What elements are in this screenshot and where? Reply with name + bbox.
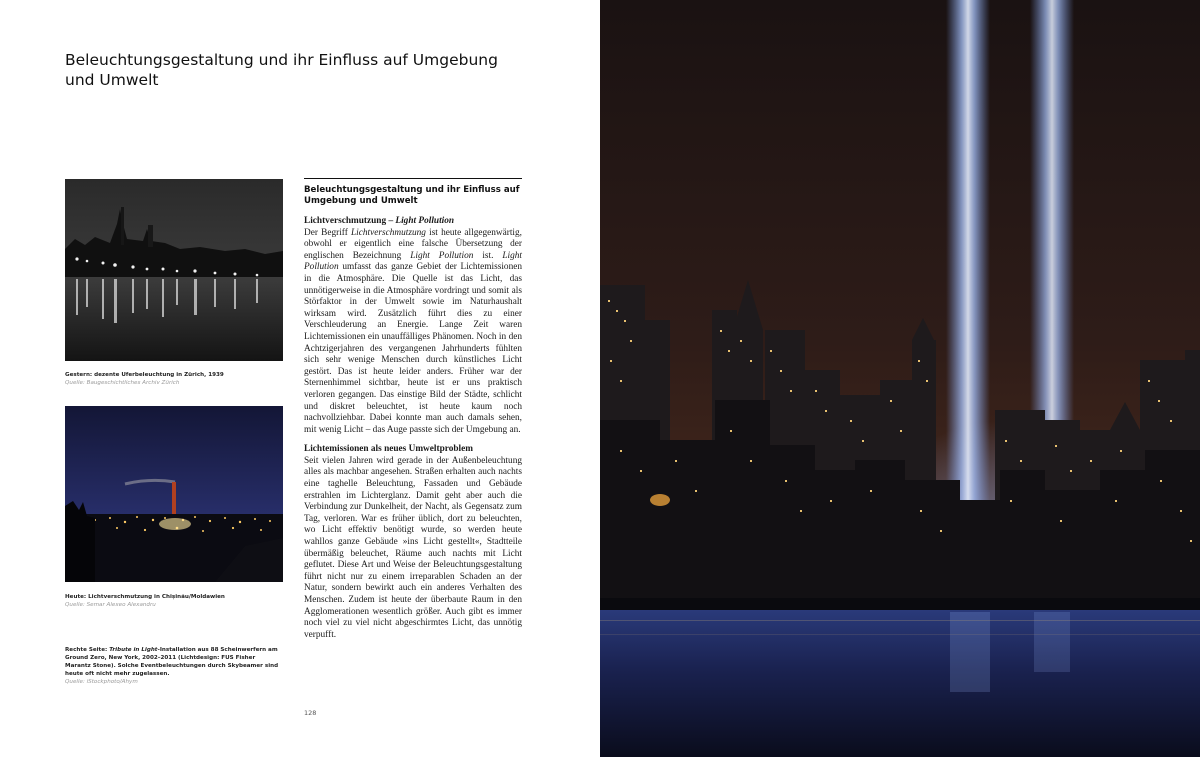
caption-right-text: -Installation aus 88 Scheinwerfern am Ground Zero, New York, 2002–2011 (Lichtdesign: FUS Fisher Marantz Stone). Solche Eventbeleuchtungen durch Skybeamer sind heute oft nicht mehr zugelassen. xyxy=(65,647,279,677)
p1-part-b: ist heute allgegenwärtig, obwohl er eigentlich eine falsche Übersetzung der englischen Bezeichnung xyxy=(304,227,522,261)
p1-italic-1: Lichtverschmutzung xyxy=(351,227,426,238)
caption-chisinau-text: Heute: Lichtverschmutzung in Chișinău/Moldawien xyxy=(65,594,225,600)
caption-chisinau-source: Quelle: Semar Alexeo Alexandru xyxy=(65,602,156,608)
caption-right-prefix: Rechte Seite: xyxy=(65,647,110,653)
caption-zurich-source: Quelle: Baugeschichtliches Archiv Zürich xyxy=(65,380,180,386)
caption-right-source: Quelle: iStockphoto/Ahym xyxy=(65,679,138,685)
p1-italic-3: Light Pollution xyxy=(304,250,523,273)
p1-part-d: umfasst das ganze Gebiet der Lichtemissionen in die Atmosphäre. Die Quelle ist das Licht, das unnötigerweise in die Atmosphäre vordringt und somit als Störfaktor in der Umwelt sowie im Naturhaushalt wirksam wird. Zusätzlich führt dies zu einer Verschleuderung an Energie. Lange Zeit waren Lichtemissionen ein unauffälliges Phänomen. Noch in den Achtzigerjahren des vergangenen Jahrhunderts fühlten sich sehr wenige Menschen durch künstliches Licht gestört. Das ist heute leider anders. Früher war der Sternenhimmel sichtbar, heute ist er uns praktisch verloren gegangen. Das einstige Bild der Städte, schlicht und diskret beleuchtet, ist heute kaum noch nachvollziehbar. Dabei konnte man auch damals sehen, mit wenig Licht – das Auge passte sich der Umgebung an. xyxy=(304,262,522,435)
caption-zurich xyxy=(65,371,285,387)
paragraph-emissions: Seit vielen Jahren wird gerade in der Außenbeleuchtung alles als machbar angesehen. Straßen erhalten auch nachts eine taghelle Beleuchtung, Fassaden und Gebäude erstrahlen im Lichterglanz. Damit geht aber auch die Verbindung zur Dunkelheit, der Nacht, als Gegensatz zum Tag, verloren. War es früher üblich, dort zu beleuchten, wo Licht effektiv benötigt wurde, so werden heute wahllos ganze Gebäude »ins Licht gestellt«, Stadtteile übermäßig beleuchet, Räume auch nachts mit Licht geflutet. Diese Art und Weise der Beleuchtungsgestaltung führt nicht nur zu einem irreparablen Schaden an der Natur, sondern bewirkt auch ein anderes Verhalten des Menschen. Zudem ist heute der überbaute Raum in den Agglomerationen wesentlich größer. Auch gibt es immer noch viel zu viel nicht abgeschirmtes Licht, das unnötig verpufft. xyxy=(304,455,522,640)
page-number: 128 xyxy=(304,709,317,717)
zurich-1939-photo xyxy=(65,179,283,361)
page-title: Beleuchtungsgestaltung und ihr Einfluss auf Umgebung und Umwelt xyxy=(65,51,498,89)
caption-right-page xyxy=(65,646,280,686)
text-column xyxy=(304,178,522,649)
caption-right-italic: Tribute in Light xyxy=(109,647,158,653)
section1-heading-italic: Light Pollution xyxy=(395,216,455,226)
caption-chisinau xyxy=(65,593,285,609)
p1-part-a: Der Begriff xyxy=(304,227,352,238)
column-rule xyxy=(304,178,522,179)
chisinau-photo xyxy=(65,406,283,582)
tribute-in-light-photo xyxy=(600,0,1200,757)
caption-zurich-text: Gestern: dezente Uferbeleuchtung in Zürich, 1939 xyxy=(65,372,224,378)
section-heading-light-pollution xyxy=(304,216,522,228)
section-heading-emissions: Lichtemissionen als neues Umweltproblem xyxy=(304,444,473,455)
p1-part-c: ist. xyxy=(473,250,503,261)
column-title: Beleuchtungsgestaltung und ihr Einfluss auf Umgebung und Umwelt xyxy=(304,185,520,206)
p1-italic-2: Light Pollution xyxy=(410,250,474,261)
paragraph-light-pollution xyxy=(304,228,522,437)
section1-heading-prefix: Lichtverschmutzung – xyxy=(304,216,396,226)
